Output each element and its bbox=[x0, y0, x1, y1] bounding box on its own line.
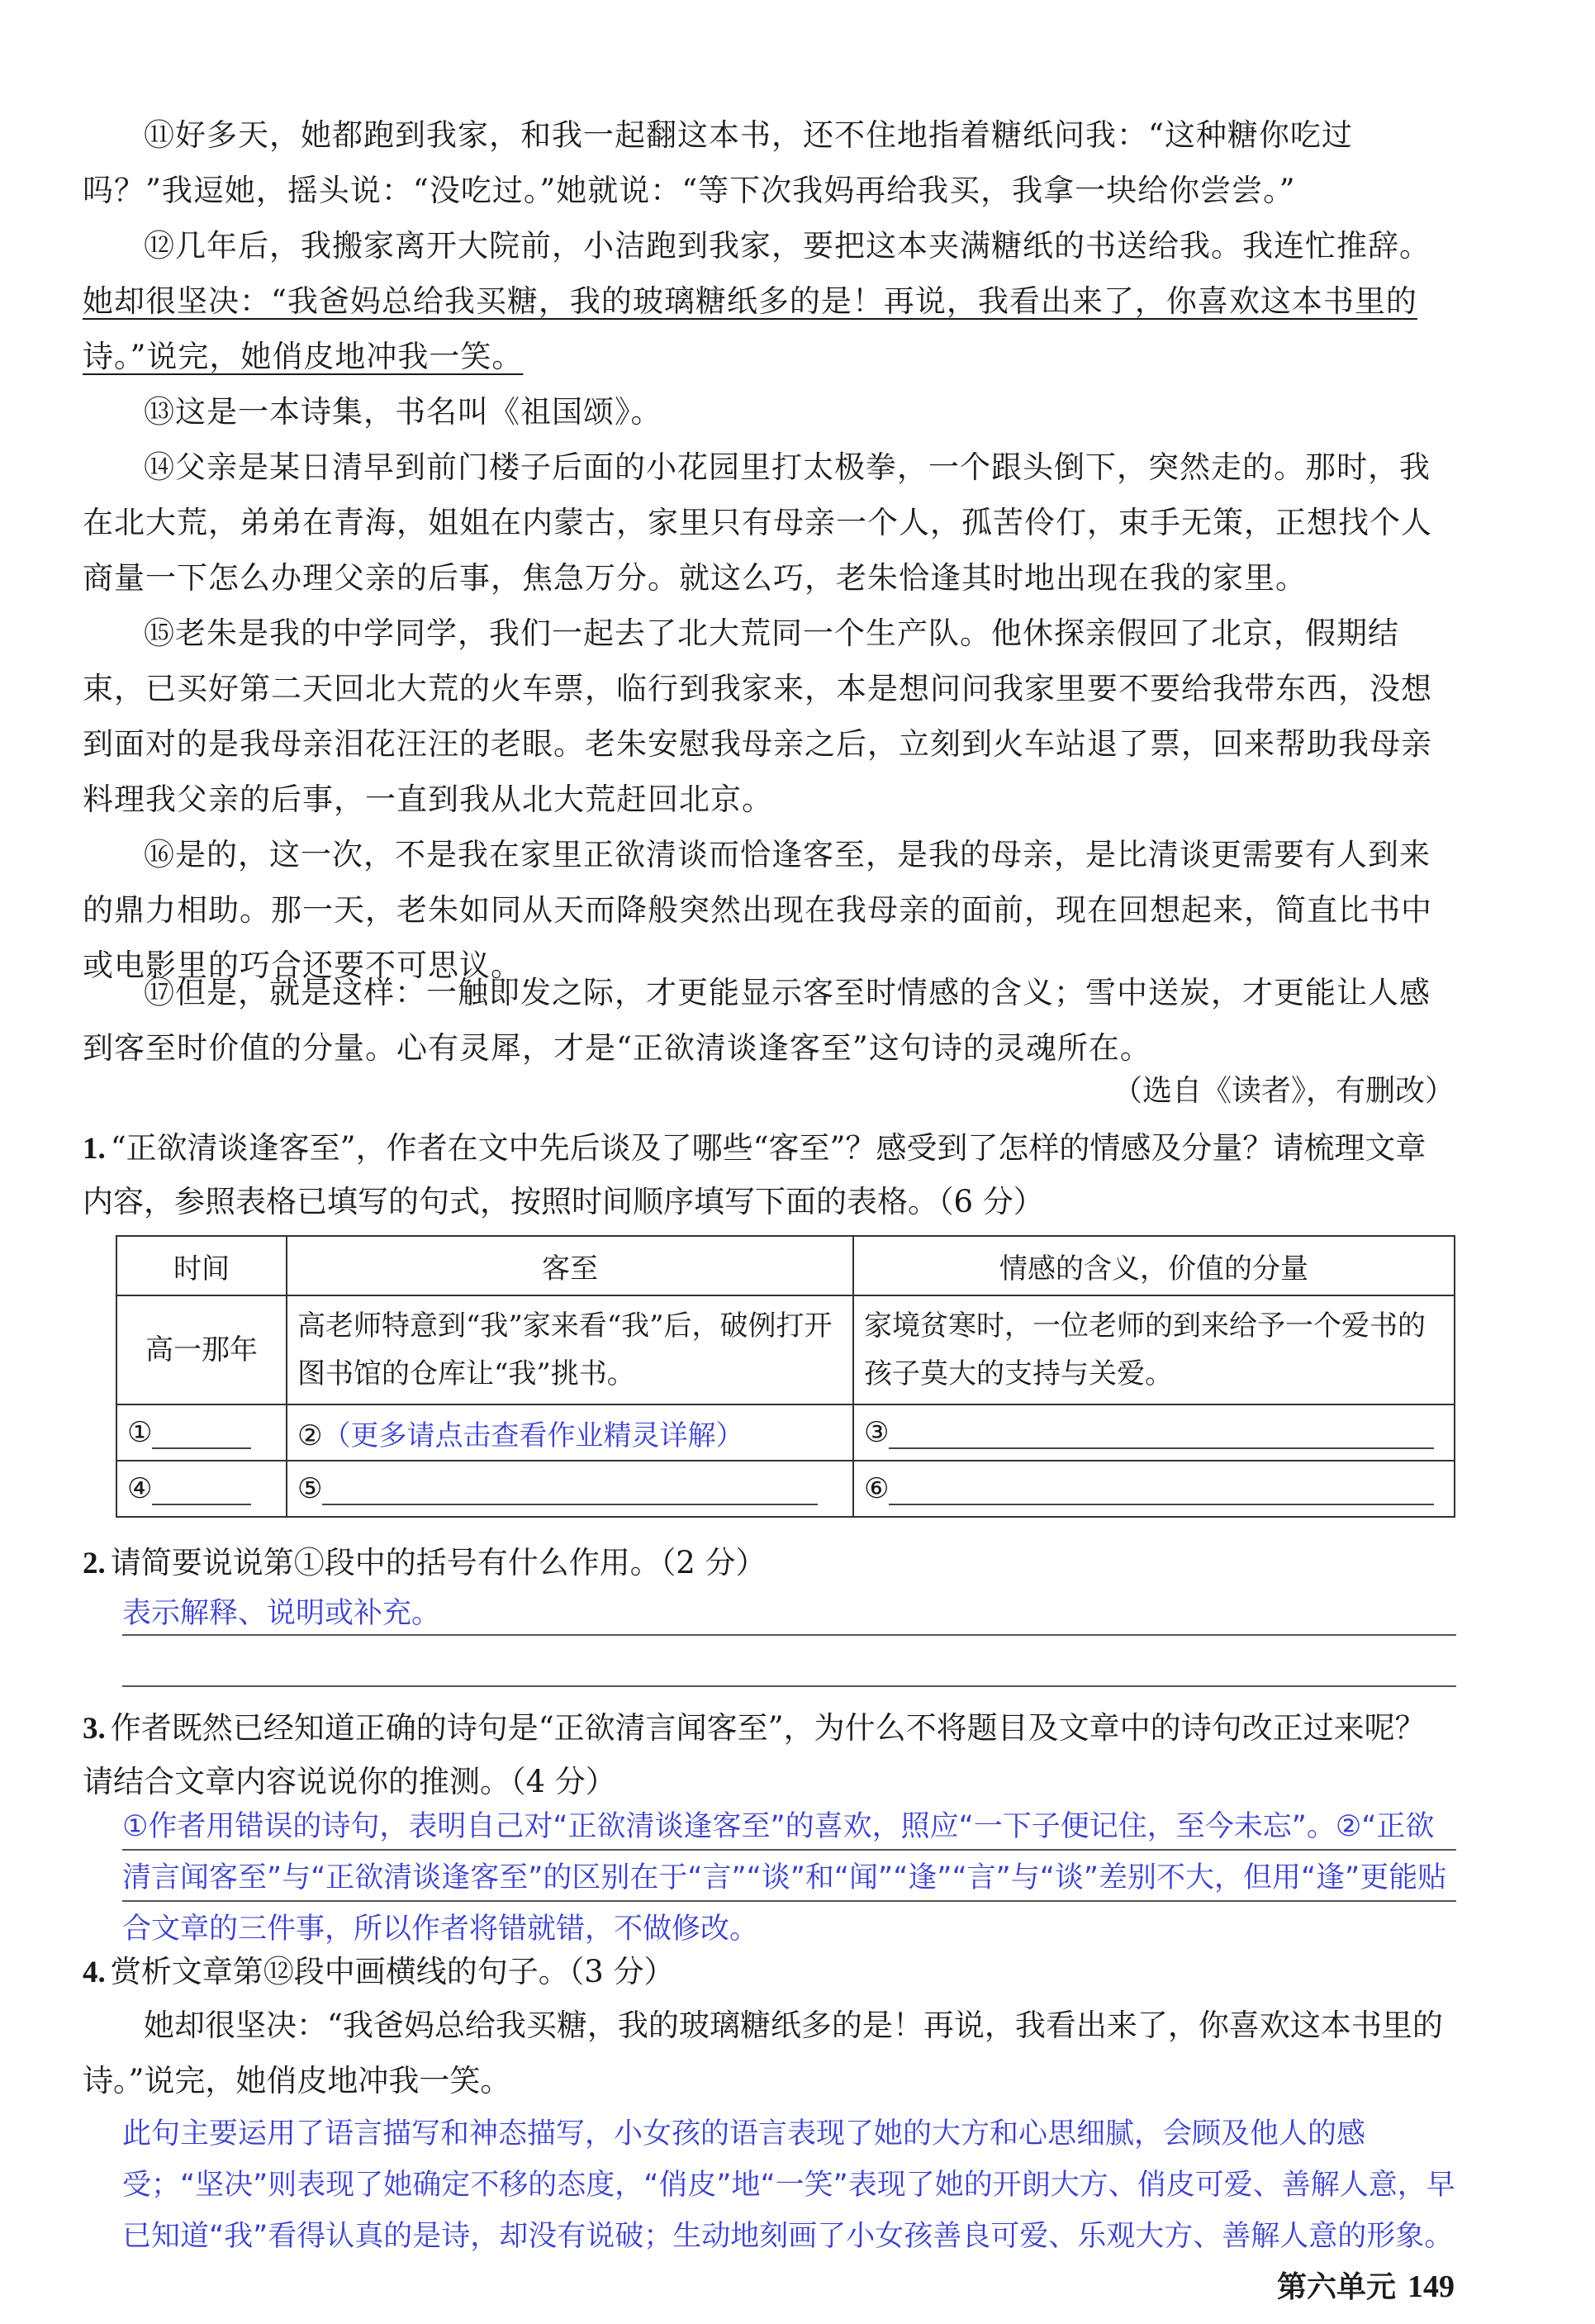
blank-line bbox=[152, 1419, 251, 1449]
paragraph-12 bbox=[83, 218, 1454, 384]
table-cell[interactable] bbox=[116, 1461, 287, 1517]
question-4-quote: 她却很坚决：“我爸妈总给我买糖，我的玻璃糖纸多的是！再说，我看出来了，你喜欢这本书里的诗。”说完，她俏皮地冲我一笑。 bbox=[83, 2008, 1443, 2098]
question-1-number: 1. bbox=[83, 1132, 106, 1166]
question-1-text: “正欲清谈逢客至”，作者在文中先后谈及了哪些“客至”？感受到了怎样的情感及分量？请梳理文章内容，参照表格已填写的句式，按照时间顺序填写下面的表格。（6 分） bbox=[83, 1130, 1426, 1219]
blank-line bbox=[152, 1476, 251, 1505]
page-number: 149 bbox=[1407, 2269, 1455, 2304]
blank-line bbox=[322, 1476, 818, 1505]
question-2-text: 请简要说说第①段中的括号有什么作用。（2 分） bbox=[110, 1545, 767, 1580]
table-cell: 高老师特意到“我”家来看“我”后，破例打开图书馆的仓库让“我”挑书。 bbox=[287, 1295, 853, 1404]
blank-mark-1: ① bbox=[127, 1416, 153, 1449]
answer-line bbox=[122, 1634, 1456, 1636]
underlined-sentence: 她却很坚决：“我爸妈总给我买糖，我的玻璃糖纸多的是！再说，我看出来了，你喜欢这本书里的诗。”说完，她俏皮地冲我一笑。 bbox=[83, 283, 1417, 374]
table-cell[interactable] bbox=[853, 1461, 1455, 1517]
question-4-text: 赏析文章第⑫段中画横线的句子。（3 分） bbox=[110, 1954, 675, 1989]
table-cell[interactable] bbox=[853, 1404, 1455, 1461]
table-row bbox=[116, 1461, 1455, 1517]
blank-mark-2: ② bbox=[297, 1419, 323, 1452]
blank-mark-3: ③ bbox=[864, 1416, 890, 1449]
answer-line bbox=[122, 1849, 1456, 1851]
paragraph-16: ⑯是的，这一次，不是我在家里正欲清谈而恰逢客至，是我的母亲，是比清谈更需要有人到来的鼎力相助。那一天，老朱如同从天而降般突然出现在我母亲的面前，现在回想起来，简直比书中或电影里的巧合还要不可思议。 bbox=[83, 837, 1432, 983]
question-2-answer: 表示解释、说明或补充。 bbox=[122, 1597, 441, 1630]
table-cell: 家境贫寒时，一位老师的到来给予一个爱书的孩子莫大的支持与关爱。 bbox=[853, 1295, 1455, 1404]
table-row bbox=[116, 1295, 1455, 1404]
question-3-answer: ①作者用错误的诗句，表明自己对“正欲清谈逢客至”的喜欢，照应“一下子便记住，至今未忘”。②“正欲清言闻客至”与“正欲清谈逢客至”的区别在于“言”“谈”和“闻”“逢”“言”与“谈”差别不大，但用“逢”更能贴合文章的三件事，所以作者将错就错，不做修改。 bbox=[122, 1810, 1447, 1946]
blank-mark-6: ⑥ bbox=[864, 1472, 890, 1505]
question-3-text: 作者既然已经知道正确的诗句是“正欲清言闻客至”，为什么不将题目及文章中的诗句改正过来呢？请结合文章内容说说你的推测。（4 分） bbox=[83, 1710, 1426, 1799]
question-3-number: 3. bbox=[83, 1712, 106, 1746]
table-cell[interactable] bbox=[116, 1404, 287, 1461]
table-header-visitor: 客至 bbox=[287, 1236, 853, 1295]
paragraph-12-first: ⑫几年后，我搬家离开大院前，小洁跑到我家，要把这本夹满糖纸的书送给我。我连忙推辞。 bbox=[144, 228, 1431, 264]
question-2-number: 2. bbox=[83, 1547, 106, 1580]
question-1 bbox=[83, 1122, 1454, 1229]
paragraph-13: ⑬这是一本诗集，书名叫《祖国颂》。 bbox=[144, 394, 662, 430]
answer-line bbox=[122, 1900, 1456, 1902]
blank-mark-4: ④ bbox=[127, 1472, 153, 1505]
detail-link[interactable]: （更多请点击查看作业精灵详解） bbox=[322, 1419, 744, 1452]
paragraph-11: ⑪好多天，她都跑到我家，和我一起翻这本书，还不住地指着糖纸问我：“这种糖你吃过吗？”我逗她，摇头说：“没吃过。”她就说：“等下次我妈再给我买，我拿一块给你尝尝。” bbox=[83, 117, 1353, 208]
blank-line bbox=[889, 1476, 1434, 1505]
table-cell: 高一那年 bbox=[116, 1295, 287, 1404]
table-header-time: 时间 bbox=[116, 1236, 287, 1295]
answer-table bbox=[116, 1235, 1455, 1518]
paragraph-15: ⑮老朱是我的中学同学，我们一起去了北大荒同一个生产队。他休探亲假回了北京，假期结束，已买好第二天回北大荒的火车票，临行到我家来，本是想问问我家里要不要给我带东西，没想到面对的是我母亲泪花汪汪的老眼。老朱安慰我母亲之后，立刻到火车站退了票，回来帮助我母亲料理我父亲的后事，一直到我从北大荒赶回北京。 bbox=[83, 615, 1432, 817]
source-citation: （选自《读者》，有删改） bbox=[1112, 1074, 1455, 1108]
answer-line bbox=[122, 1685, 1456, 1687]
blank-mark-5: ⑤ bbox=[297, 1472, 323, 1505]
blank-line bbox=[889, 1419, 1434, 1449]
question-2 bbox=[83, 1537, 1454, 1590]
table-cell[interactable] bbox=[287, 1461, 853, 1517]
paragraph-14: ⑭父亲是某日清早到前门楼子后面的小花园里打太极拳，一个跟头倒下，突然走的。那时，我在北大荒，弟弟在青海，姐姐在内蒙古，家里只有母亲一个人，孤苦伶仃，束手无策，正想找个人商量一下怎么办理父亲的后事，焦急万分。就这么巧，老朱恰逢其时地出现在我的家里。 bbox=[83, 449, 1432, 596]
table-cell[interactable] bbox=[287, 1404, 853, 1461]
question-4 bbox=[83, 1946, 1454, 1999]
question-4-number: 4. bbox=[83, 1956, 106, 1989]
question-3 bbox=[83, 1702, 1454, 1808]
question-4-answer: 此句主要运用了语言描写和神态描写，小女孩的语言表现了她的大方和心思细腻，会顾及他人的感受；“坚决”则表现了她确定不移的态度，“俏皮”地“一笑”表现了她的开朗大方、俏皮可爱、善解人意，早已知道“我”看得认真的是诗，却没有说破；生动地刻画了小女孩善良可爱、乐观大方、善解人意的形象。 bbox=[122, 2117, 1455, 2253]
paragraph-17: ⑰但是，就是这样：一触即发之际，才更能显示客至时情感的含义；雪中送炭，才更能让人感到客至时价值的分量。心有灵犀，才是“正欲清谈逢客至”这句诗的灵魂所在。 bbox=[83, 975, 1431, 1066]
page-footer bbox=[1277, 2264, 1455, 2306]
table-header-emotion: 情感的含义，价值的分量 bbox=[853, 1236, 1455, 1295]
unit-label: 第六单元 bbox=[1276, 2270, 1396, 2304]
table-row bbox=[116, 1404, 1455, 1461]
